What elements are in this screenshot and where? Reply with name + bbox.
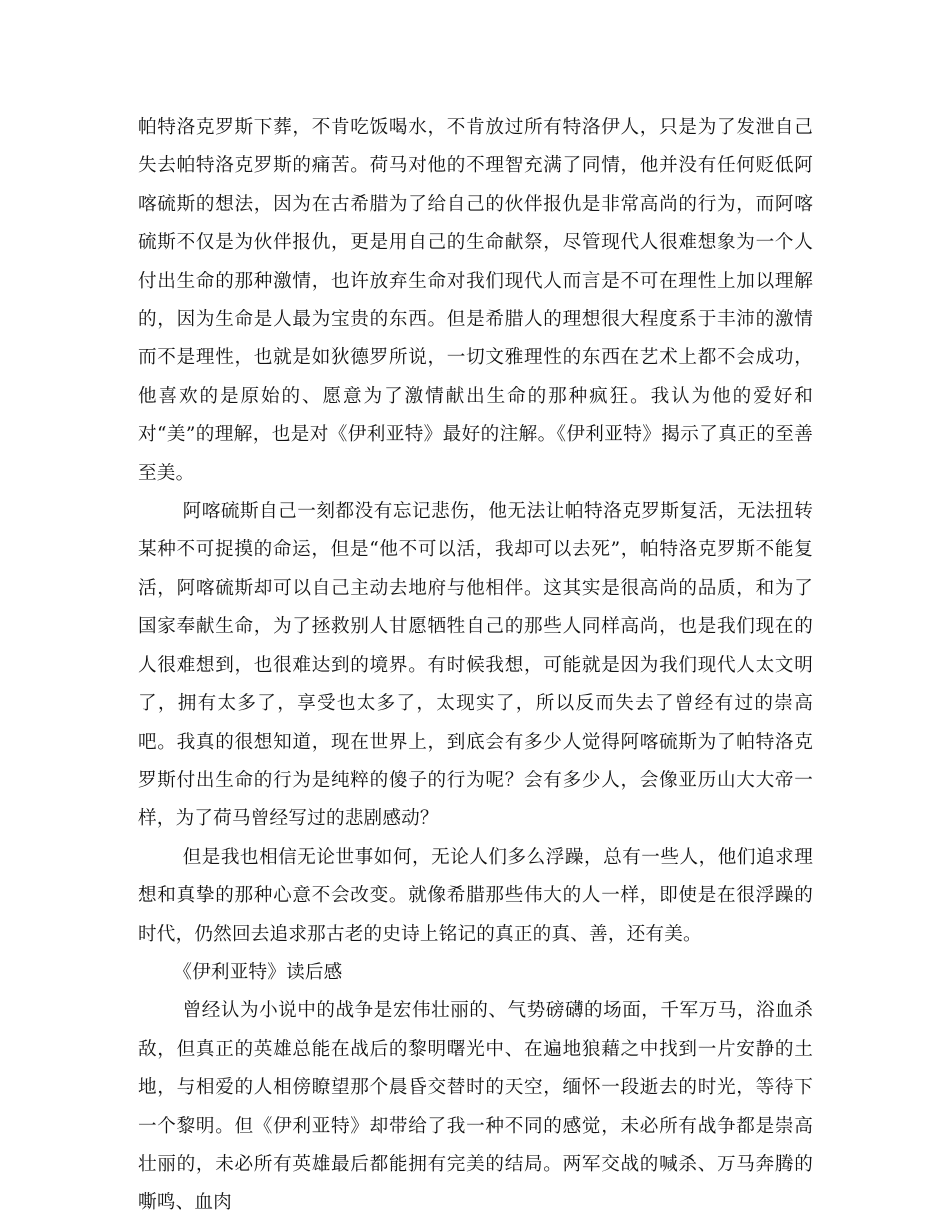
document-body xyxy=(138,109,813,1223)
paragraph: 但是我也相信无论世事如何，无论人们多么浮躁，总有一些人，他们追求理想和真挚的那种心意不会改变。就像希腊那些伟大的人一样，即使是在很浮躁的时代，仍然回去追求那古老的史诗上铭记的真正的真、善，还有美。 xyxy=(138,846,813,945)
section-title: 《伊利亚特》读后感 xyxy=(173,961,343,983)
paragraph-continuation: 帕特洛克罗斯下葬，不肯吃饭喝水，不肯放过所有特洛伊人，只是为了发泄自己失去帕特洛克罗斯的痛苦。荷马对他的不理智充满了同情，他并没有任何贬低阿喀硫斯的想法，因为在古希腊为了给自己的伙伴报仇是非常高尚的行为，而阿喀硫斯不仅是为伙伴报仇，更是用自己的生命献祭，尽管现代人很难想象为一个人付出生命的那种激情，也许放弃生命对我们现代人而言是不可在理性上加以理解的，因为生命是人最为宝贵的东西。但是希腊人的理想很大程度系于丰沛的激情而不是理性，也就是如狄德罗所说，一切文雅理性的东西在艺术上都不会成功，他喜欢的是原始的、愿意为了激情献出生命的那种疯狂。我认为他的爱好和对“美”的理解，也是对《伊利亚特》最好的注解。《伊利亚特》揭示了真正的至善至美。 xyxy=(138,117,813,484)
paragraph: 曾经认为小说中的战争是宏伟壮丽的、气势磅礴的场面，千军万马，浴血杀敌，但真正的英雄总能在战后的黎明曙光中、在遍地狼藉之中找到一片安静的土地，与相爱的人相傍瞭望那个晨昏交替时的天空，缅怀一段逝去的时光，等待下一个黎明。但《伊利亚特》却带给了我一种不同的感觉，未必所有战争都是崇高壮丽的，未必所有英雄最后都能拥有完美的结局。两军交战的喊杀、万马奔腾的嘶鸣、血肉 xyxy=(138,1000,813,1214)
paragraph: 阿喀硫斯自己一刻都没有忘记悲伤，他无法让帕特洛克罗斯复活，无法扭转某种不可捉摸的命运，但是“他不可以活，我却可以去死”，帕特洛克罗斯不能复活，阿喀硫斯却可以自己主动去地府与他相伴。这其实是很高尚的品质，和为了国家奉献生命，为了拯救别人甘愿牺牲自己的那些人同样高尚，也是我们现在的人很难想到，也很难达到的境界。有时候我想，可能就是因为我们现代人太文明了，拥有太多了，享受也太多了，太现实了，所以反而失去了曾经有过的崇高吧。我真的很想知道，现在世界上，到底会有多少人觉得阿喀硫斯为了帕特洛克罗斯付出生命的行为是纯粹的傻子的行为呢？会有多少人，会像亚历山大大帝一样，为了荷马曾经写过的悲剧感动？ xyxy=(138,501,813,830)
